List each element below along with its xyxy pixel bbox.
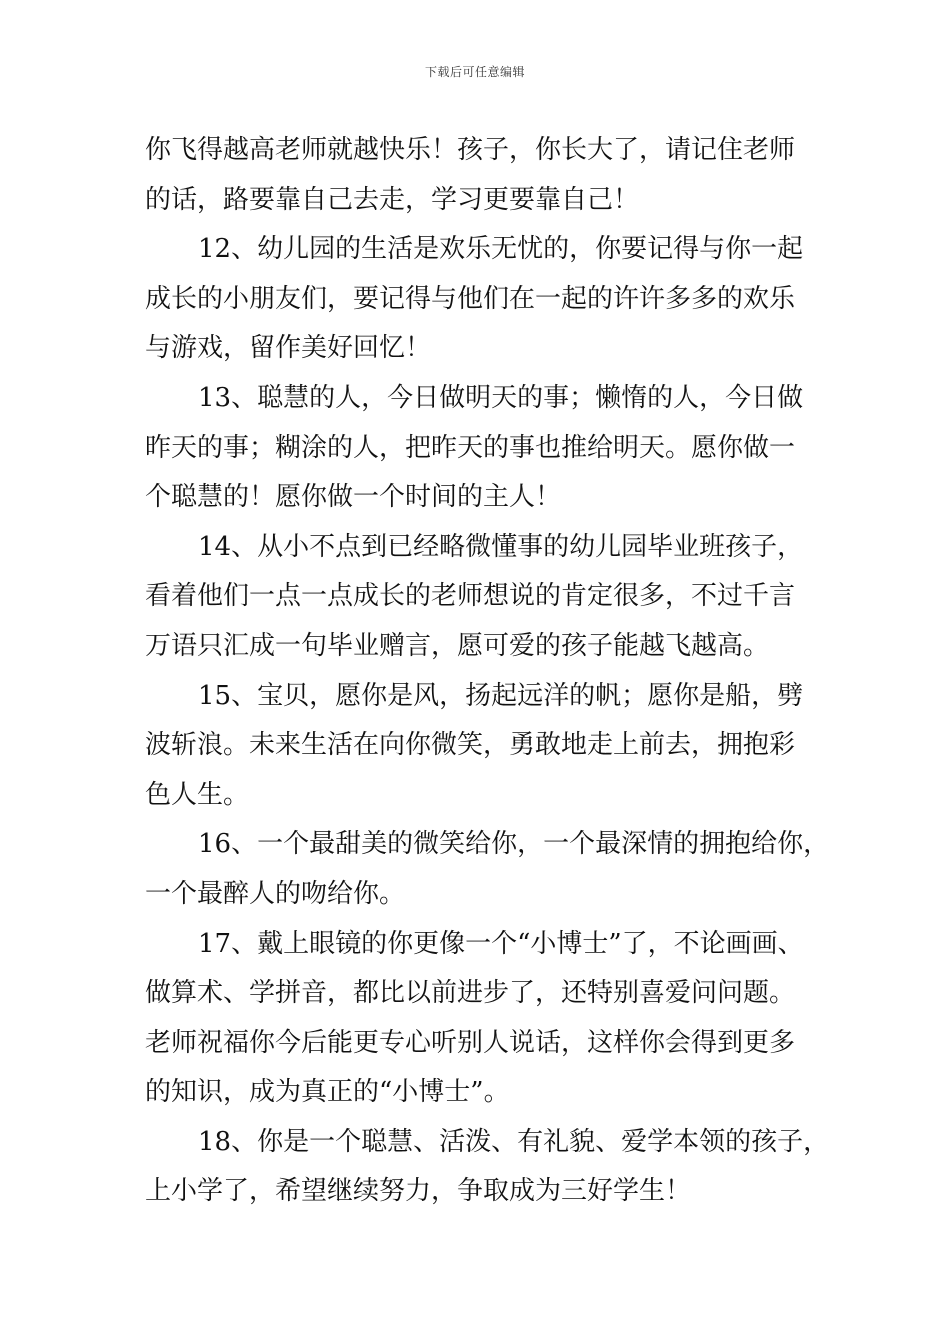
paragraph-start-12: 12、幼儿园的生活是欢乐无忧的，你要记得与你一起 <box>198 234 804 265</box>
text-line: 色人生。 <box>145 779 250 810</box>
text-line: 与游戏，留作美好回忆！ <box>145 333 432 364</box>
page-header: 下载后可任意编辑 <box>424 65 525 79</box>
paragraph-start-18: 18、你是一个聪慧、活泼、有礼貌、爱学本领的孩子， <box>198 1126 830 1157</box>
paragraph-start-16: 16、一个最甜美的微笑给你，一个最深情的拥抱给你， <box>198 829 830 860</box>
paragraph-start-15: 15、宝贝，愿你是风，扬起远洋的帆；愿你是船，劈 <box>198 680 804 711</box>
text-line: 的知识，成为真正的“小博士”。 <box>145 1077 510 1108</box>
paragraph-start-17: 17、戴上眼镜的你更像一个“小博士”了，不论画画、 <box>198 928 804 959</box>
text-line: 你飞得越高老师就越快乐！孩子，你长大了，请记住老师 <box>145 135 796 165</box>
text-line: 成长的小朋友们，要记得与他们在一起的许许多多的欢乐 <box>145 283 796 314</box>
text-line: 万语只汇成一句毕业赠言，愿可爱的孩子能越飞越高。 <box>145 630 770 661</box>
paragraph-start-14: 14、从小不点到已经略微懂事的幼儿园毕业班孩子， <box>198 531 804 562</box>
text-line: 个聪慧的！愿你做一个时间的主人！ <box>145 482 562 513</box>
text-line: 昨天的事；糊涂的人，把昨天的事也推给明天。愿你做一 <box>145 432 796 463</box>
text-line: 上小学了，希望继续努力，争取成为三好学生！ <box>145 1176 692 1207</box>
text-line: 做算术、学拼音，都比以前进步了，还特别喜爱问问题。 <box>145 978 796 1009</box>
text-line: 波斩浪。未来生活在向你微笑，勇敢地走上前去，拥抱彩 <box>145 730 796 761</box>
paragraph-start-13: 13、聪慧的人，今日做明天的事；懒惰的人，今日做 <box>198 382 804 413</box>
text-line: 的话，路要靠自己去走，学习更要靠自己！ <box>145 184 640 215</box>
text-line: 一个最醉人的吻给你。 <box>145 878 406 909</box>
text-line: 看着他们一点一点成长的老师想说的肯定很多，不过千言 <box>145 581 796 612</box>
text-line: 老师祝福你今后能更专心听别人说话，这样你会得到更多 <box>145 1027 796 1058</box>
document-body <box>145 126 830 1217</box>
